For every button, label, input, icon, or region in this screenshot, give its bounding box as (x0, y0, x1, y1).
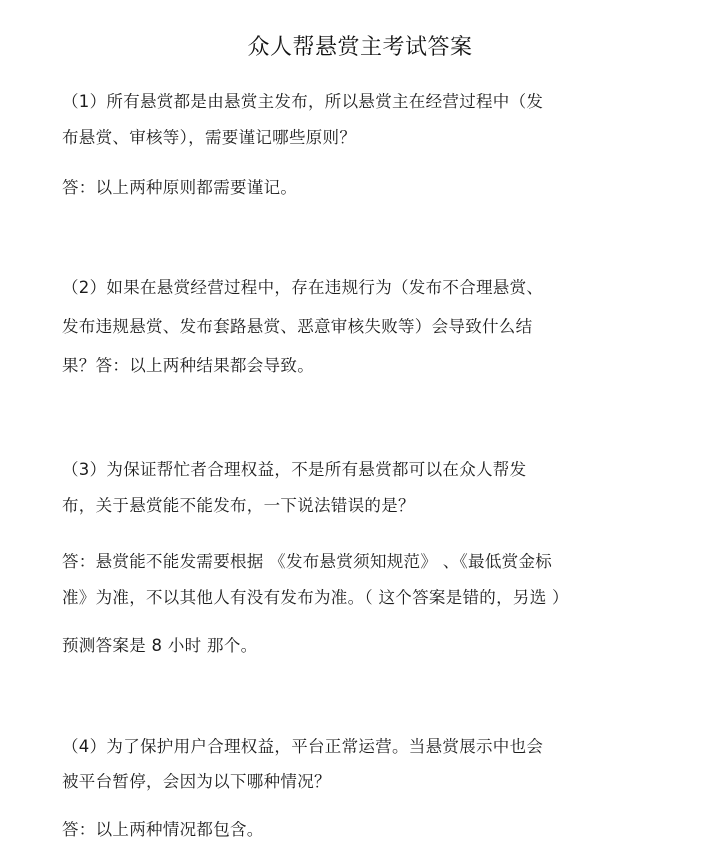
question-2-line-3: 果？答：以上两种结果都会导致。 (62, 356, 314, 375)
question-2-line-2: 发布违规悬赏、发布套路悬赏、恶意审核失败等）会导致什么结 (62, 317, 533, 336)
answer-3-line-2: 准》为准，不以其他人有没有发布为准。（ 这个答案是错的，另选 ） (62, 588, 569, 607)
answer-3-line-3: 预测答案是 8 小时 那个。 (62, 636, 258, 655)
document-title: 众人帮悬赏主考试答案 (247, 35, 473, 60)
question-4-line-2: 被平台暂停，会因为以下哪种情况？ (62, 772, 331, 791)
question-1-line-2: 布悬赏、审核等），需要谨记哪些原则？ (62, 128, 357, 147)
question-2-line-1: （2）如果在悬赏经营过程中，存在违规行为（发布不合理悬赏、 (62, 278, 544, 297)
question-1-line-1: （1）所有悬赏都是由悬赏主发布，所以悬赏主在经营过程中（发 (62, 92, 544, 111)
question-4-line-1: （4）为了保护用户合理权益，平台正常运营。当悬赏展示中也会 (62, 737, 544, 756)
question-3-line-1: （3）为保证帮忙者合理权益，不是所有悬赏都可以在众人帮发 (62, 460, 527, 479)
answer-1-line-1: 答：以上两种原则都需要谨记。 (62, 178, 298, 197)
question-3-line-2: 布，关于悬赏能不能发布，一下说法错误的是？ (62, 496, 415, 515)
answer-4-line-1: 答：以上两种情况都包含。 (62, 820, 264, 839)
answer-3-line-1: 答：悬赏能不能发需要根据 《发布悬赏须知规范》 、《最低赏金标 (62, 552, 553, 571)
